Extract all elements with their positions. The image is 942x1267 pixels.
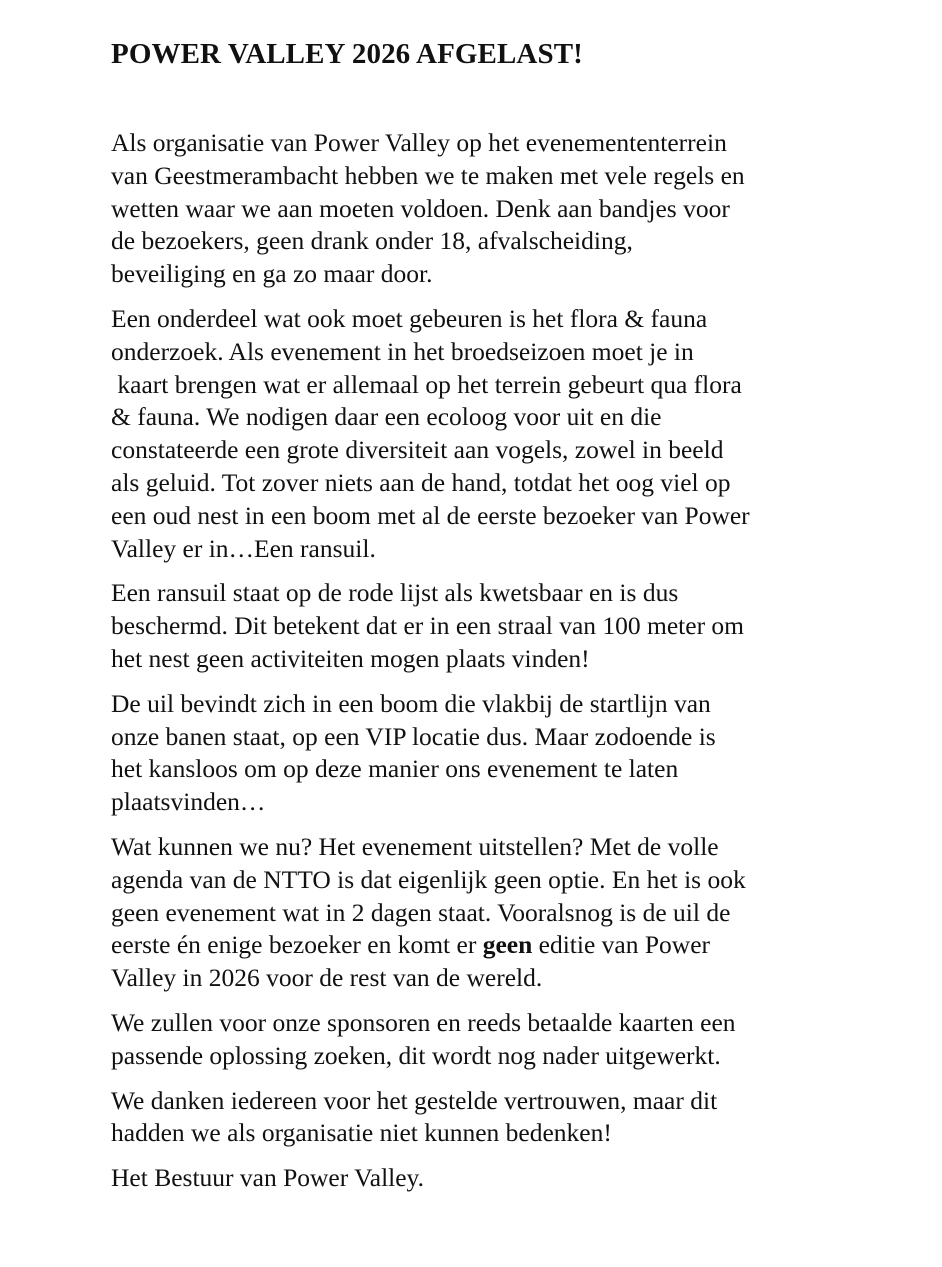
text-line: Wat kunnen we nu? Het evenement uitstellen? Met de volle [111, 831, 719, 861]
text-line: plaatsvinden… [111, 787, 266, 817]
text-run: eerste én enige bezoeker en komt er [111, 930, 483, 960]
document-page [111, 36, 851, 1195]
text-line: Een ransuil staat op de rode lijst als kwetsbaar en is dus [111, 578, 679, 608]
text-line: passende oplossing zoeken, dit wordt nog nader uitgewerkt. [111, 1040, 721, 1070]
paragraph-flora-fauna [111, 303, 851, 565]
text-line: Een onderdeel wat ook moet gebeuren is het flora & fauna [111, 303, 708, 333]
text-line: de bezoekers, geen drank onder 18, afvalscheiding, [111, 226, 633, 256]
document-body [111, 127, 851, 1195]
text-line: Valley er in…Een ransuil. [111, 533, 376, 563]
text-line: Als organisatie van Power Valley op het evenemententerrein [111, 128, 727, 157]
text-line: beveiliging en ga zo maar door. [111, 259, 433, 289]
text-line: Valley in 2026 voor de rest van de wereld. [111, 963, 543, 993]
page-title: POWER VALLEY 2026 AFGELAST! [111, 38, 583, 70]
text-line: wetten waar we aan moeten voldoen. Denk aan bandjes voor [111, 193, 730, 223]
bold-text-geen: geen [482, 930, 533, 960]
paragraph-uitstellen [111, 831, 851, 995]
paragraph-sponsoren [111, 1007, 851, 1073]
paragraph-dankwoord [111, 1085, 851, 1151]
text-line: agenda van de NTTO is dat eigenlijk geen optie. En het is ook [111, 864, 746, 894]
text-line: een oud nest in een boom met al de eerste bezoeker van Power [111, 500, 750, 530]
text-line: hadden we als organisatie niet kunnen bedenken! [111, 1118, 612, 1148]
signature: Het Bestuur van Power Valley. [111, 1163, 425, 1193]
paragraph-rode-lijst [111, 577, 851, 675]
text-run: editie van Power [532, 930, 711, 960]
text-line: het nest geen activiteiten mogen plaats vinden! [111, 643, 590, 673]
text-line: geen evenement wat in 2 dagen staat. Vooralsnog is de uil de [111, 897, 731, 927]
text-line: We danken iedereen voor het gestelde vertrouwen, maar dit [111, 1085, 718, 1115]
text-line: beschermd. Dit betekent dat er in een straal van 100 meter om [111, 611, 745, 641]
text-line: onderzoek. Als evenement in het broedseizoen moet je in [111, 336, 694, 366]
text-line: constateerde een grote diversiteit aan vogels, zowel in beeld [111, 435, 724, 465]
paragraph-intro [111, 127, 851, 291]
paragraph-uil-locatie [111, 688, 851, 819]
text-line: & fauna. We nodigen daar een ecoloog voor uit en die [111, 402, 662, 432]
text-line: als geluid. Tot zover niets aan de hand, totdat het oog viel op [111, 467, 731, 497]
text-line-mixed [111, 929, 851, 962]
text-line: kaart brengen wat er allemaal op het terrein gebeurt qua flora [111, 369, 742, 399]
text-line: De uil bevindt zich in een boom die vlakbij de startlijn van [111, 688, 711, 718]
text-line: van Geestmerambacht hebben we te maken met vele regels en [111, 160, 745, 190]
text-line: We zullen voor onze sponsoren en reeds betaalde kaarten een [111, 1007, 736, 1037]
text-line: onze banen staat, op een VIP locatie dus. Maar zodoende is [111, 721, 716, 751]
text-line: het kansloos om op deze manier ons evenement te laten [111, 754, 679, 784]
